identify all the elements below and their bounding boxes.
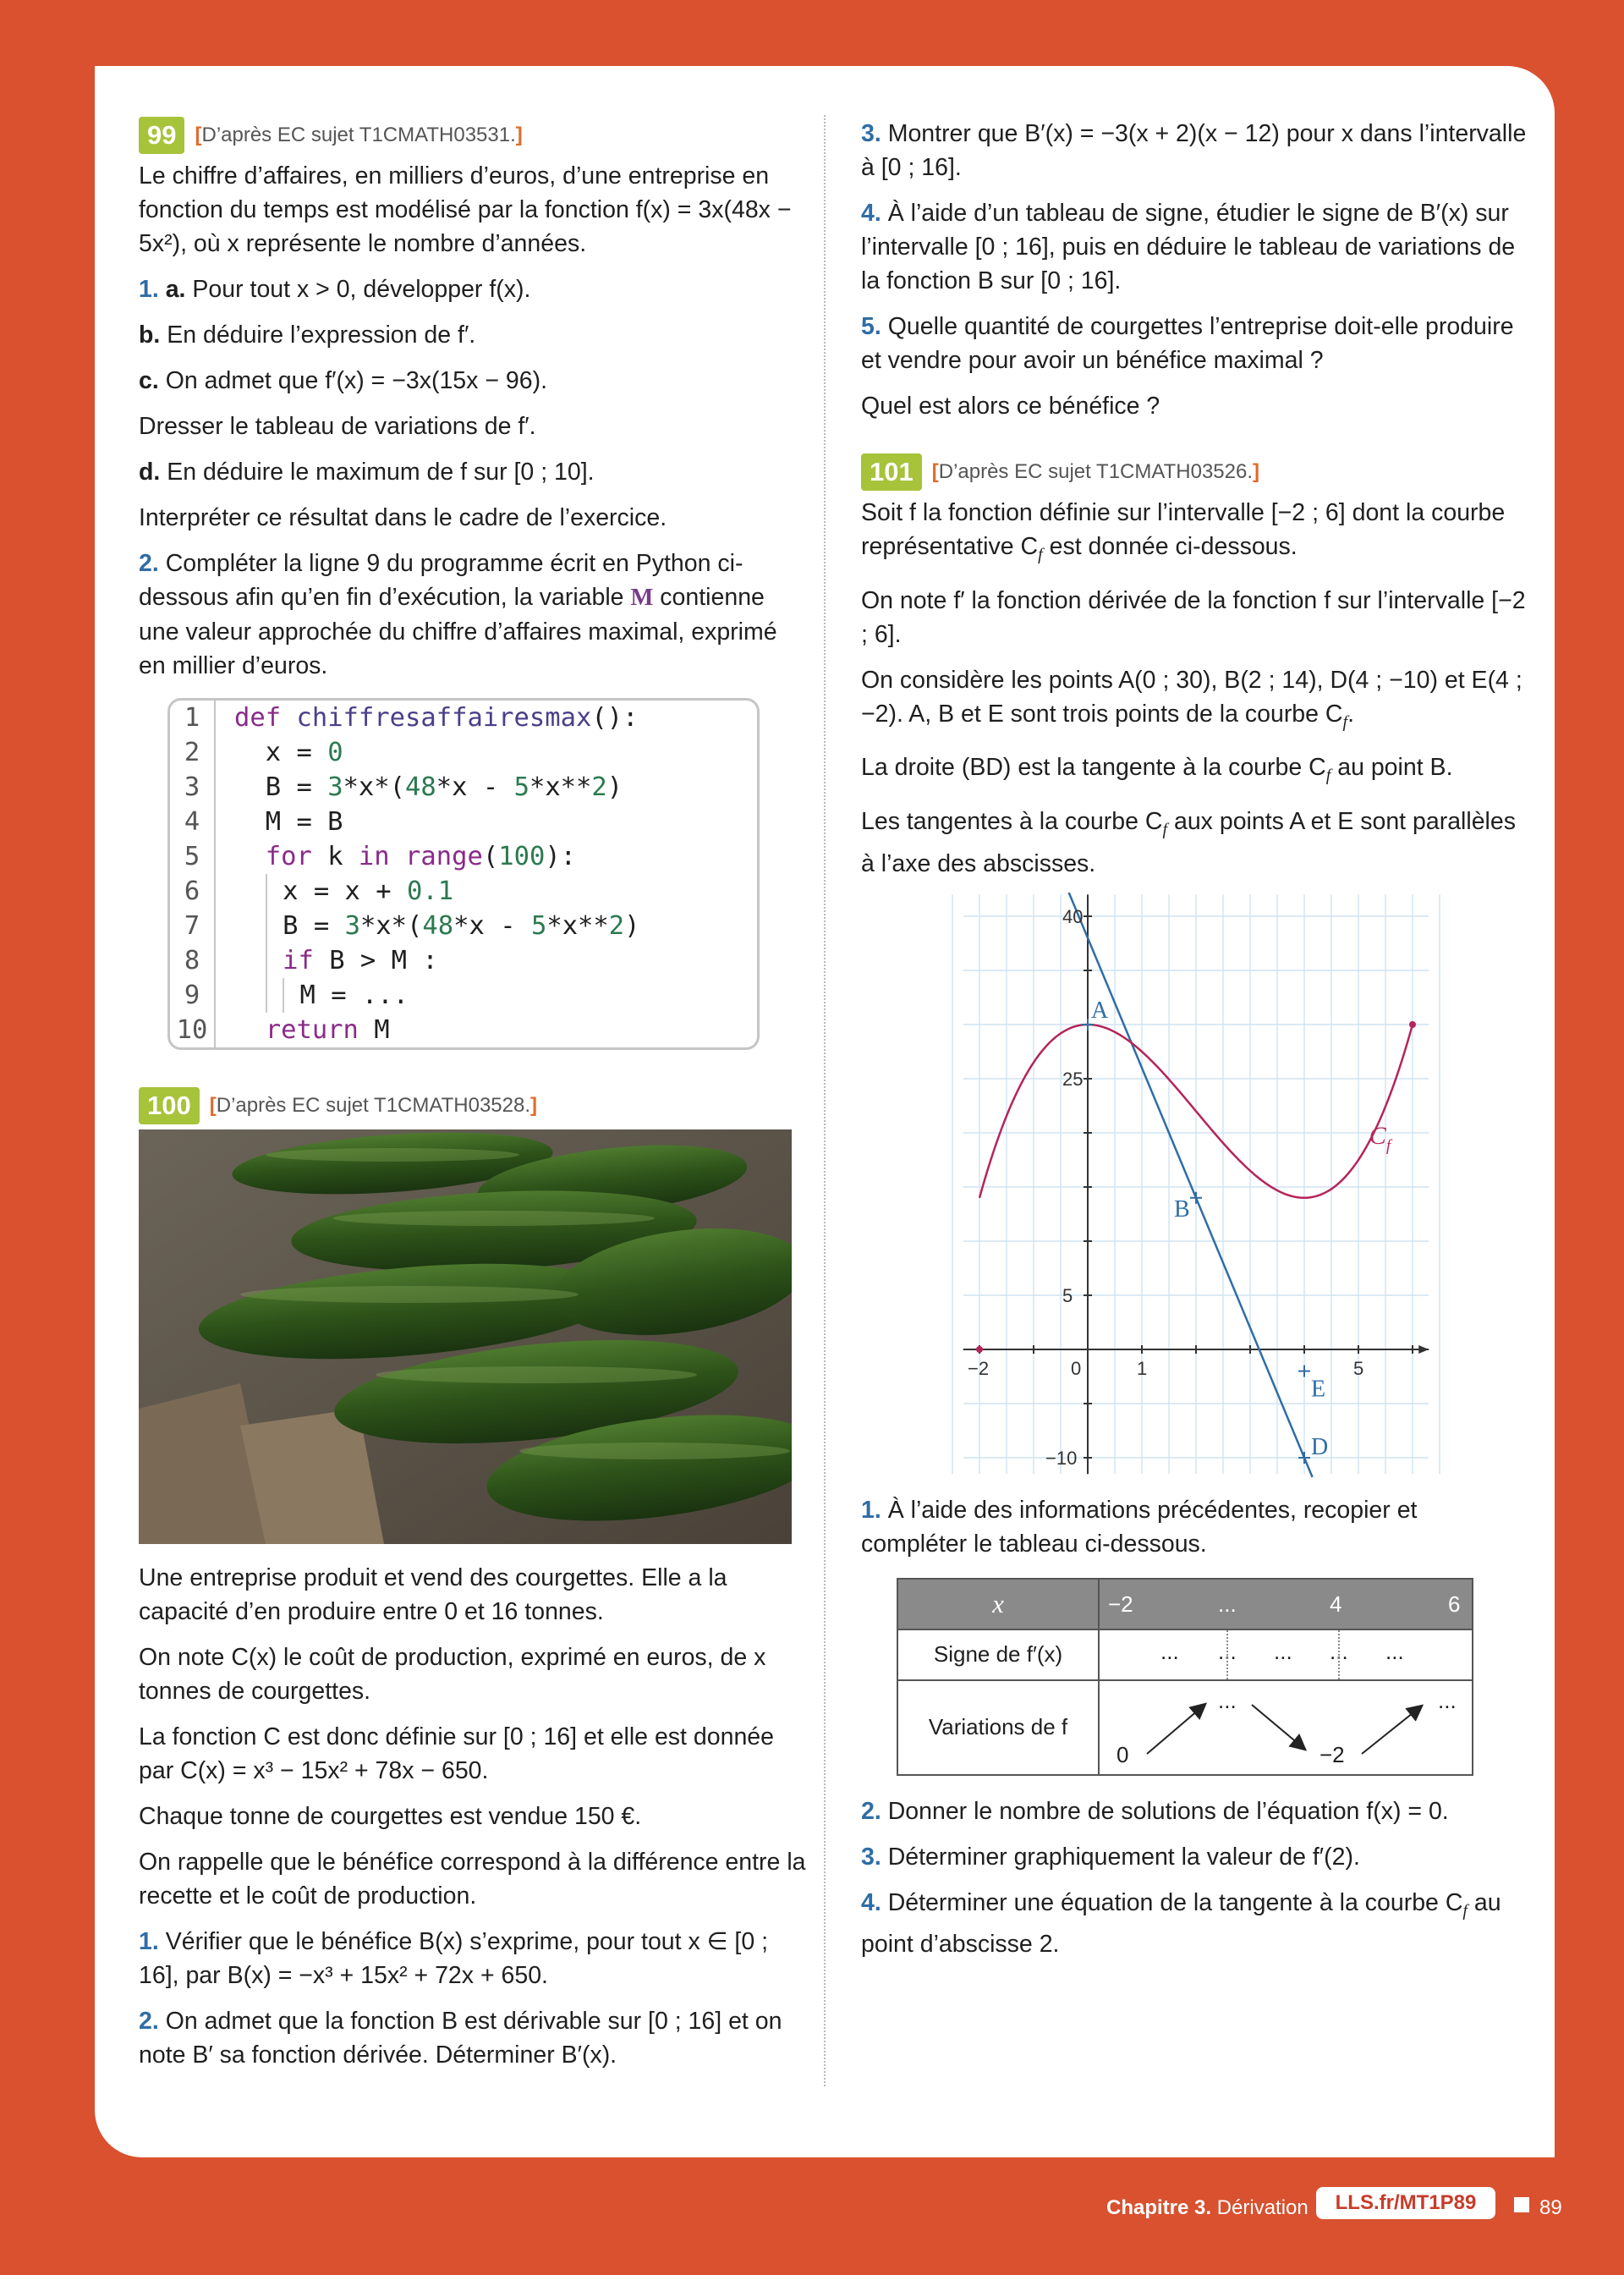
y-tick-label: 5 [1062,1284,1073,1306]
y-tick-label: 25 [1062,1068,1084,1090]
ex101-q1: 1. À l’aide des informations précédentes, recopier et compléter le tableau ci-dessous. [861,1496,1418,1558]
exercise-badge: 101 [861,453,922,491]
table-row-variation-values: 0 ... −2 ... [1099,1680,1473,1775]
ex99-q1a: 1. a. Pour tout x > 0, développer f(x). [139,276,531,303]
table-row-sign-values: ... ... ... ... ... [1099,1629,1473,1680]
y-tick-label: −10 [1045,1447,1078,1469]
exercise-source: [D’après EC sujet T1CMATH03528.] [209,1094,537,1117]
ex100-q1: 1. Vérifier que le bénéfice B(x) s’exprime, pour tout x ∈ [0 ; 16], par B(x) = −x³ + 15x² + 72x + 650. [139,1928,769,1989]
x-tick-label: 1 [1137,1357,1148,1379]
code-line: 3 B = 3*x*(48*x - 5*x**2) [170,770,757,805]
code-line: 7 B = 3*x*(48*x - 5*x**2) [170,909,757,943]
right-column [861,117,1529,1973]
table-row-sign-label: Signe de f′(x) [897,1629,1099,1680]
exercise-badge: 99 [139,117,184,154]
point-label-a: A [1091,997,1109,1024]
python-code-block [167,698,760,1050]
left-column [139,117,809,2084]
curve-label: $C_f$ [1369,1121,1391,1155]
code-line: 5 for k in range(100): [170,839,757,874]
ex101-p4: La droite (BD) est la tangente à la courbe $C_f$ au point B. [861,754,1453,786]
code-line: 9 M = ... [170,978,757,1013]
ex100-q5: 5. Quelle quantité de courgettes l’entreprise doit-elle produire et vendre pour avoir un bénéfice maximal ? [861,313,1514,374]
table-row-variation-label: Variations de f [897,1680,1099,1775]
ex99-q1d-2: Interpréter ce résultat dans le cadre de l’exercice. [139,504,667,531]
tangent-line-bd [1069,893,1313,1477]
code-line: 4 M = B [170,805,757,839]
ex101-q3: 3. Déterminer graphiquement la valeur de f′(2). [861,1843,1360,1871]
exercise-99-header [139,117,809,154]
exercise-100-header [139,1087,809,1124]
curve-endpoint [976,1346,983,1353]
ex100-p5: On rappelle que le bénéfice correspond à la différence entre la recette et le coût de production. [139,1849,806,1910]
table-header-values: −2 ... 4 6 [1099,1579,1473,1629]
code-line: 10 return M [170,1013,757,1047]
ex99-q1d: d. En déduire le maximum de f sur [0 ; 10]. [139,459,595,486]
ex101-p5: Les tangentes à la courbe $C_f$ aux points A et E sont parallèles à l’axe des abscisses. [861,808,1516,877]
code-line: 2 x = 0 [170,735,757,770]
function-graph [920,893,1445,1485]
ex100-p2: On note C(x) le coût de production, exprimé en euros, de x tonnes de courgettes. [139,1644,766,1705]
x-tick-label: 0 [1071,1357,1082,1379]
x-tick-label: 5 [1353,1357,1364,1379]
ex99-q1c-2: Dresser le tableau de variations de f′. [139,413,536,440]
variation-arrows [1100,1681,1472,1774]
zucchini-photo [139,1129,792,1544]
page-sheet [95,66,1555,2157]
point-label-b: B [1174,1195,1190,1223]
table-header-x: x [897,1579,1099,1629]
y-tick-label: 40 [1062,905,1084,927]
square-icon [1514,2197,1529,2212]
code-line: 8 if B > M : [170,943,757,978]
ex101-q2: 2. Donner le nombre de solutions de l’équation f(x) = 0. [861,1797,1449,1825]
ex100-q5-2: Quel est alors ce bénéfice ? [861,393,1160,420]
footer-chapter: Chapitre 3. Dérivation [1106,2196,1309,2219]
ex99-q2: 2. Compléter la ligne 9 du programme écrit en Python ci-dessous afin qu’en fin d’exécution, la variable M contienne une valeur approchée du chiffre d’affaires maximal, exprimé en millier d’euros. [139,550,777,679]
graph-grid [952,894,1440,1474]
code-line: 1 def chiffresaffairesmax(): [170,701,757,735]
ex99-q1b: b. En déduire l’expression de f′. [139,321,476,349]
column-divider [824,115,826,2086]
point-label-d: D [1311,1433,1329,1460]
ex101-p2: On note f′ la fonction dérivée de la fonction f sur l’intervalle [−2 ; 6]. [861,586,1526,648]
point-label-e: E [1311,1376,1326,1403]
footer-page-number: 89 [1539,2196,1562,2219]
ex99-q1c: c. On admet que f′(x) = −3x(15x − 96). [139,367,547,394]
ex101-p3: On considère les points A(0 ; 30), B(2 ; 14), D(4 ; −10) et E(4 ; −2). A, B et E sont trois points de la courbe $C_f$. [861,666,1522,732]
ex100-p3: La fonction C est donc définie sur [0 ; 16] et elle est donnée par C(x) = x³ − 15x² + 78x − 650. [139,1723,774,1784]
ex99-intro: Le chiffre d’affaires, en milliers d’euros, d’une entreprise en fonction du temps est modélisé par la fonction f(x) = 3x(48x − 5x²), où x représente le nombre d’années. [139,162,792,257]
variation-table [897,1578,1473,1776]
exercise-101-header [861,453,1529,491]
ex100-p4: Chaque tonne de courgettes est vendue 150 €. [139,1803,642,1830]
ex101-p1: Soit f la fonction définie sur l’intervalle [−2 ; 6] dont la courbe représentative $C_f$ est donnée ci-dessous. [861,499,1506,564]
curve-endpoint [1409,1021,1416,1028]
footer-link[interactable]: LLS.fr/MT1P89 [1316,2187,1495,2219]
ex100-q4: 4. À l’aide d’un tableau de signe, étudier le signe de B′(x) sur l’intervalle [0 ; 16], puis en déduire le tableau de variations de la fonction B sur [0 ; 16]. [861,200,1516,294]
ex101-q4: 4. Déterminer une équation de la tangente à la courbe $C_f$ au point d’abscisse 2. [861,1888,1501,1959]
exercise-badge: 100 [139,1087,200,1124]
x-axis-arrow [1418,1345,1429,1354]
ex100-p1: Une entreprise produit et vend des courgettes. Elle a la capacité d’en produire entre 0 et 16 tonnes. [139,1564,727,1625]
code-line: 6 x = x + 0.1 [170,874,757,909]
x-tick-label: −2 [968,1357,990,1379]
exercise-source: [D’après EC sujet T1CMATH03531.] [195,124,523,146]
ex100-q2: 2. On admet que la fonction B est dérivable sur [0 ; 16] et on note B′ sa fonction dérivée. Déterminer B′(x). [139,2008,782,2069]
exercise-source: [D’après EC sujet T1CMATH03526.] [931,460,1259,483]
ex100-q3: 3. Montrer que B′(x) = −3(x + 2)(x − 12) pour x dans l’intervalle à [0 ; 16]. [861,120,1527,181]
